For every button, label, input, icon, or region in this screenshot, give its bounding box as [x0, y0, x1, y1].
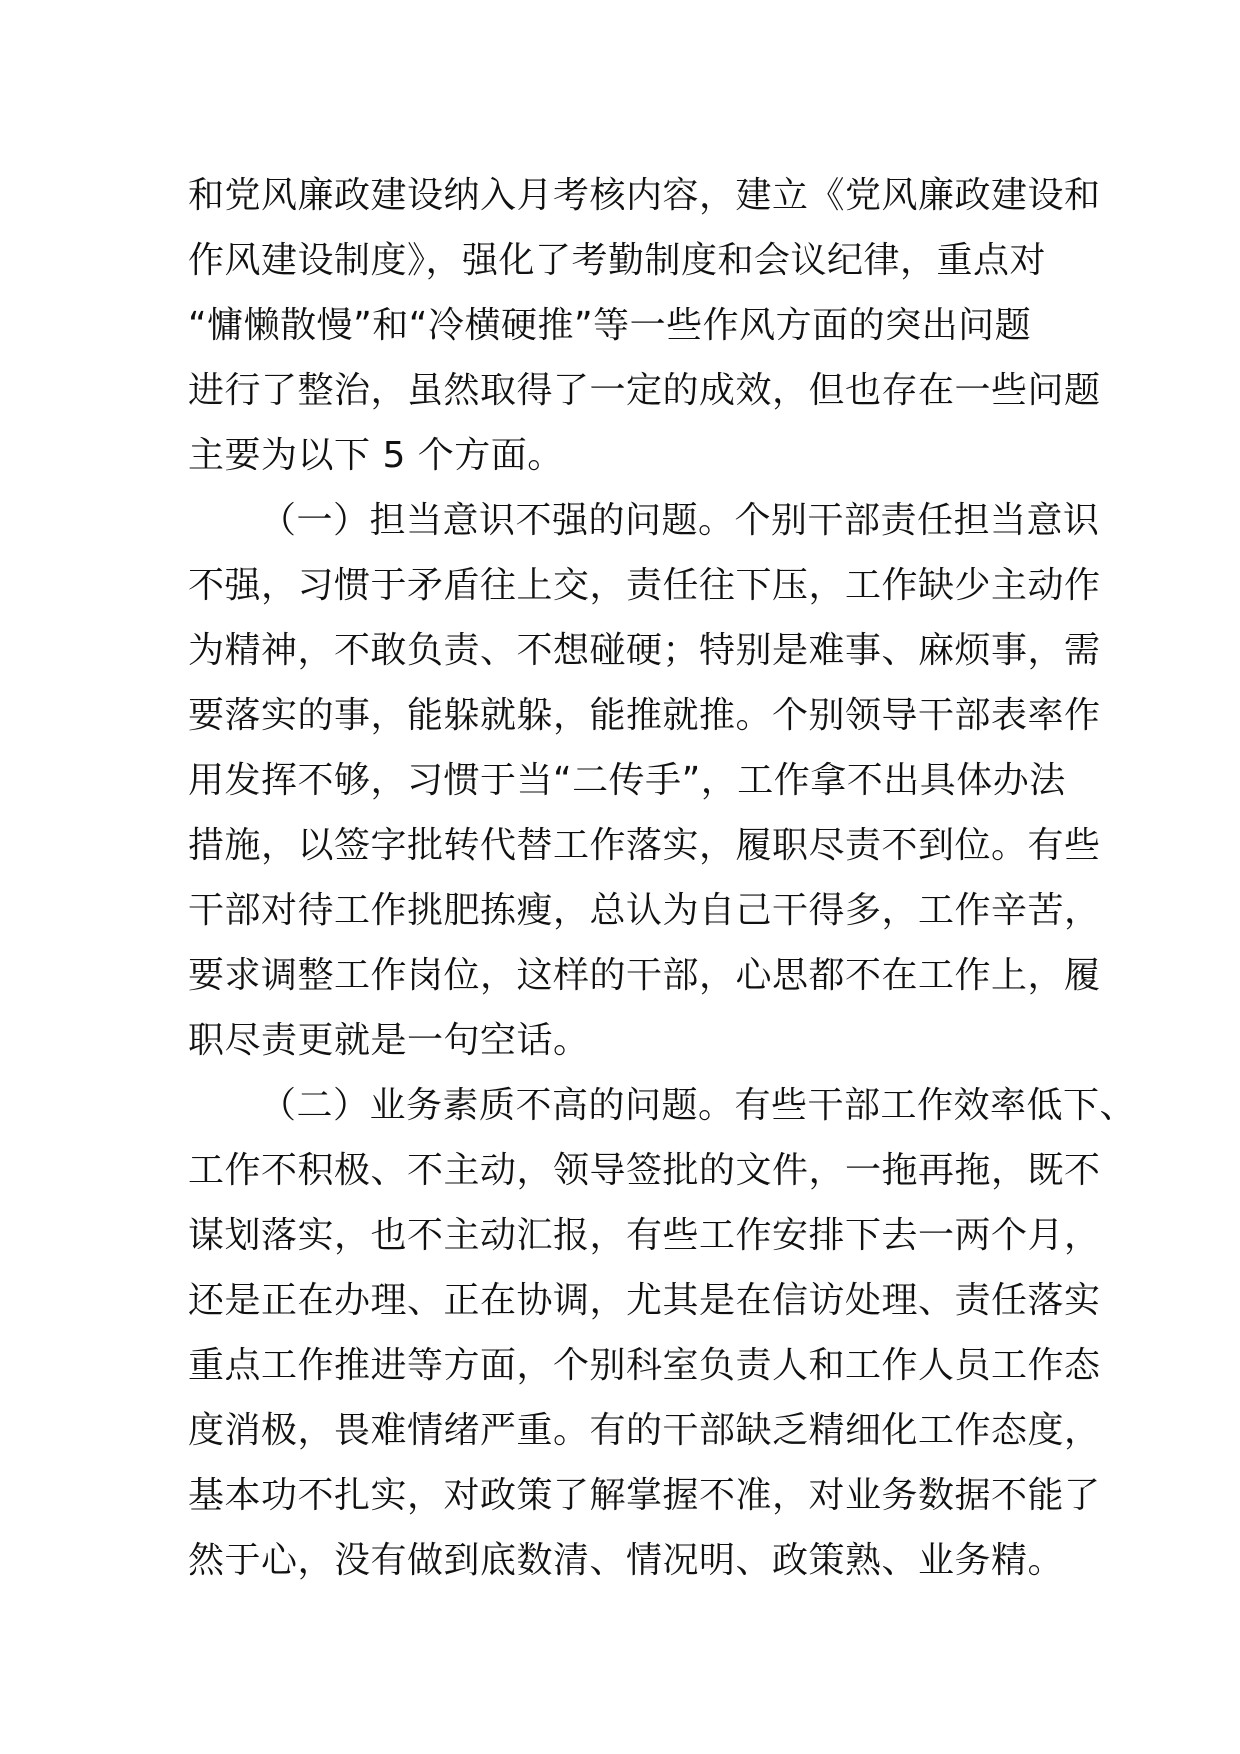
text-line: 要落实的事，能躲就躲，能推就推。个别领导干部表率作 [188, 695, 1101, 736]
text-line: 谋划落实，也不主动汇报，有些工作安排下去一两个月， [188, 1215, 1101, 1256]
text-line: 基本功不扎实，对政策了解掌握不准，对业务数据不能了 [188, 1475, 1101, 1516]
text-line: 度消极，畏难情绪严重。有的干部缺乏精细化工作态度， [188, 1410, 1101, 1451]
text-line: 还是正在办理、正在协调，尤其是在信访处理、责任落实 [188, 1280, 1101, 1321]
text-line: 进行了整治，虽然取得了一定的成效，但也存在一些问题 [188, 370, 1101, 411]
section-heading-line: （二）业务素质不高的问题。有些干部工作效率低下、 [260, 1085, 1137, 1126]
text-line: 为精神，不敢负责、不想碰硬；特别是难事、麻烦事，需 [188, 630, 1101, 671]
text-line: 干部对待工作挑肥拣瘦，总认为自己干得多，工作辛苦， [188, 890, 1101, 931]
text-line: “慵懒散慢”和“冷横硬推”等一些作风方面的突出问题 [188, 305, 1032, 346]
text-line: 作风建设制度》，强化了考勤制度和会议纪律，重点对 [188, 240, 1047, 281]
text-line: 然于心，没有做到底数清、情况明、政策熟、业务精。 [188, 1540, 1065, 1581]
text-line: 用发挥不够，习惯于当“二传手”，工作拿不出具体办法 [188, 760, 1066, 801]
text-line: 不强，习惯于矛盾往上交，责任往下压，工作缺少主动作 [188, 565, 1101, 606]
section-heading-line: （一）担当意识不强的问题。个别干部责任担当意识 [260, 500, 1100, 541]
text-line: 工作不积极、不主动，领导签批的文件，一拖再拖，既不 [188, 1150, 1101, 1191]
text-line: 重点工作推进等方面，个别科室负责人和工作人员工作态 [188, 1345, 1101, 1386]
text-line: 措施，以签字批转代替工作落实，履职尽责不到位。有些 [188, 825, 1101, 866]
text-line: 职尽责更就是一句空话。 [188, 1020, 590, 1061]
text-line: 要求调整工作岗位，这样的干部，心思都不在工作上，履 [188, 955, 1101, 996]
document-body [188, 163, 1137, 1593]
text-line: 和党风廉政建设纳入月考核内容，建立《党风廉政建设和 [188, 175, 1101, 216]
text-line: 主要为以下 5 个方面。 [188, 435, 564, 476]
